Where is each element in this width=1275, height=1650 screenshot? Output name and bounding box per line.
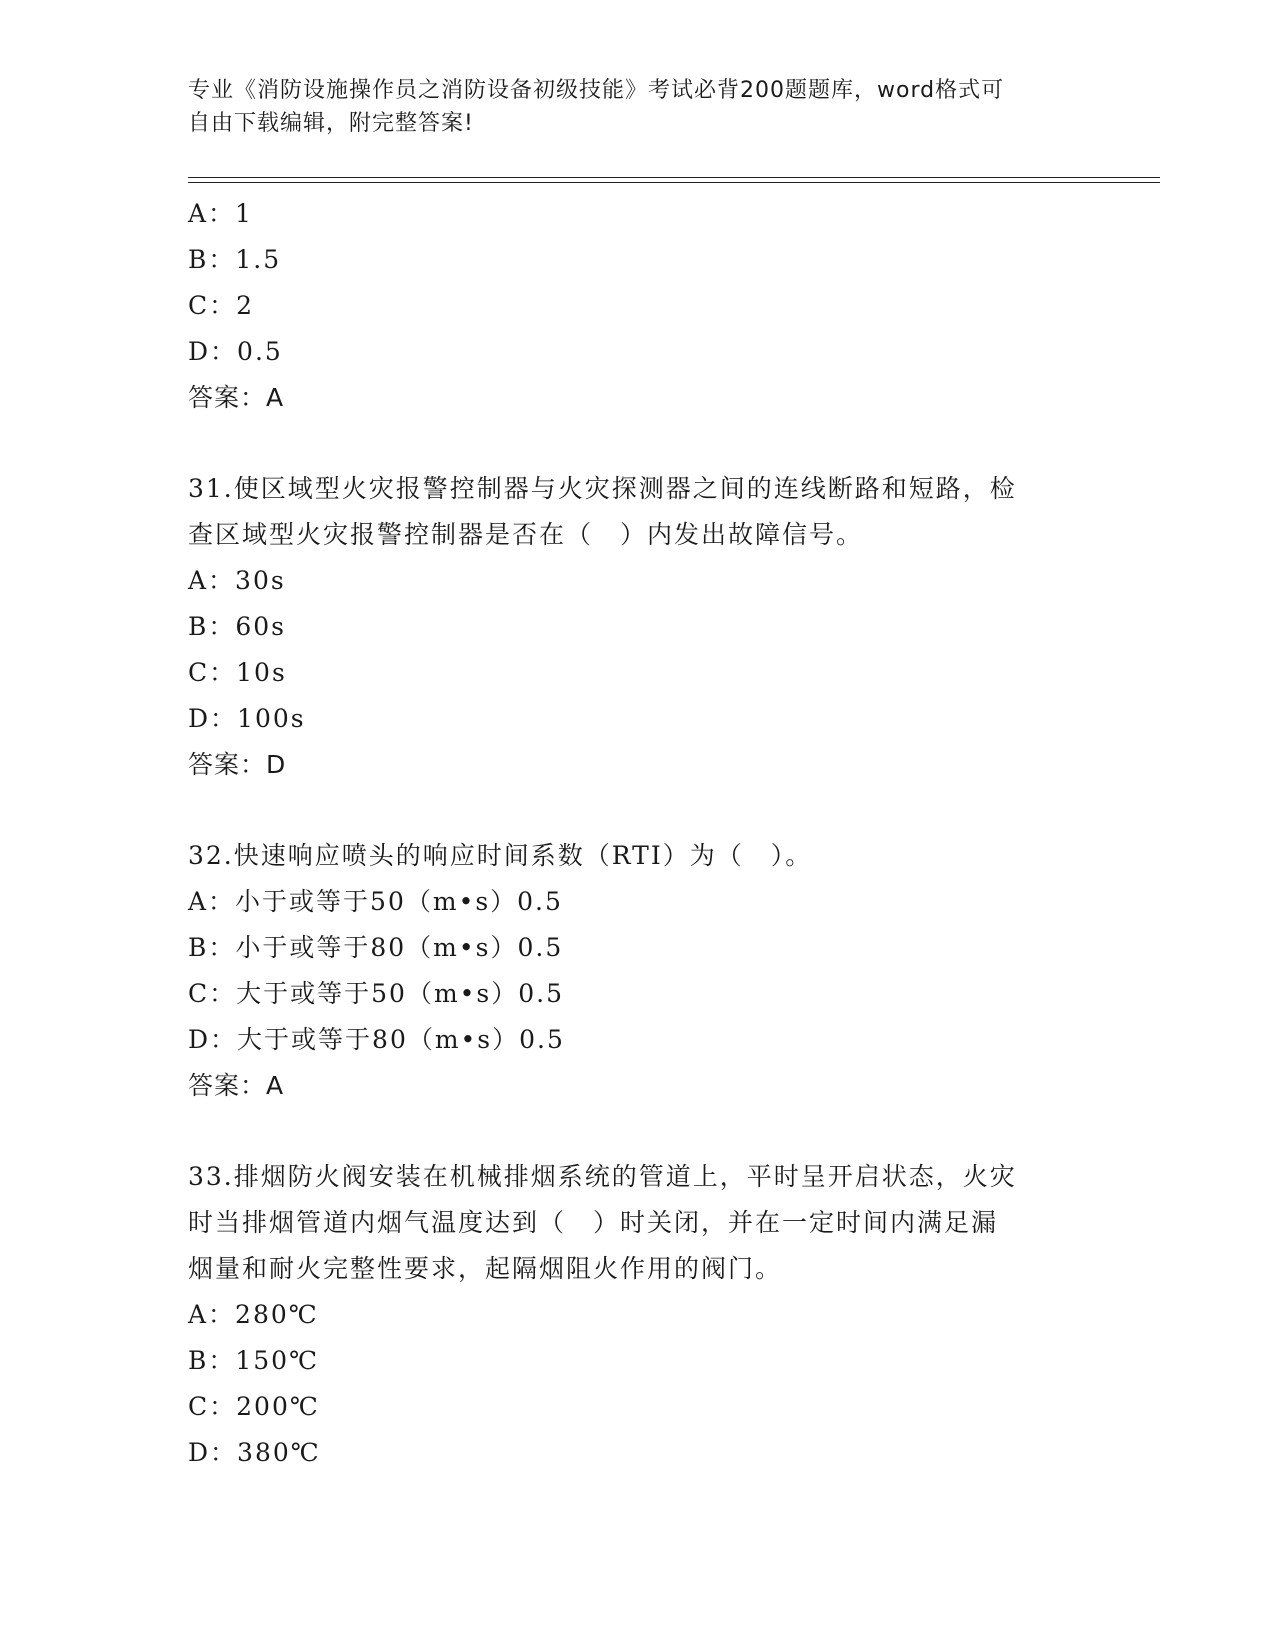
header-line-2: 自由下载编辑，附完整答案! <box>188 111 474 136</box>
option-d: D：0.5 <box>188 337 283 366</box>
option-b: B：1.5 <box>188 245 282 274</box>
document-header <box>188 74 1078 140</box>
option-c: C：大于或等于50（m•s）0.5 <box>188 979 564 1008</box>
answer: 答案：D <box>188 750 287 779</box>
question-stem-line: 烟量和耐火完整性要求，起隔烟阻火作用的阀门。 <box>188 1254 783 1283</box>
option-c: C：2 <box>188 291 255 320</box>
option-d: D：大于或等于80（m•s）0.5 <box>188 1025 565 1054</box>
question-31 <box>188 466 1088 788</box>
question-stem-line: 时当排烟管道内烟气温度达到（ ）时关闭，并在一定时间内满足漏 <box>188 1208 999 1237</box>
answer: 答案：A <box>188 1071 285 1100</box>
header-line-1: 专业《消防设施操作员之消防设备初级技能》考试必背200题题库，word格式可 <box>188 78 1005 103</box>
question-stem-line: 31.使区域型火灾报警控制器与火灾探测器之间的连线断路和短路，检 <box>188 474 1017 503</box>
option-b: B：60s <box>188 612 287 641</box>
header-rule-top <box>188 177 1160 178</box>
question-stem-line: 33.排烟防火阀安装在机械排烟系统的管道上，平时呈开启状态，火灾 <box>188 1162 1017 1191</box>
question-stem-line: 查区域型火灾报警控制器是否在（ ）内发出故障信号。 <box>188 520 864 549</box>
option-b: B：150℃ <box>188 1346 320 1375</box>
option-a: A：30s <box>188 566 286 595</box>
option-b: B：小于或等于80（m•s）0.5 <box>188 933 564 962</box>
option-d: D：100s <box>188 704 306 733</box>
option-a: A：1 <box>188 199 253 228</box>
option-c: C：200℃ <box>188 1392 320 1421</box>
option-d: D：380℃ <box>188 1438 321 1467</box>
header-rule-bottom <box>188 182 1160 183</box>
option-a: A：280℃ <box>188 1300 319 1329</box>
answer: 答案：A <box>188 383 285 412</box>
question-33 <box>188 1154 1088 1476</box>
option-a: A：小于或等于50（m•s）0.5 <box>188 887 563 916</box>
question-stem-line: 32.快速响应喷头的响应时间系数（RTI）为（ ）。 <box>188 841 813 870</box>
question-list <box>188 191 1088 1476</box>
option-c: C：10s <box>188 658 287 687</box>
question-32 <box>188 833 1088 1109</box>
question-30 <box>188 191 1088 421</box>
